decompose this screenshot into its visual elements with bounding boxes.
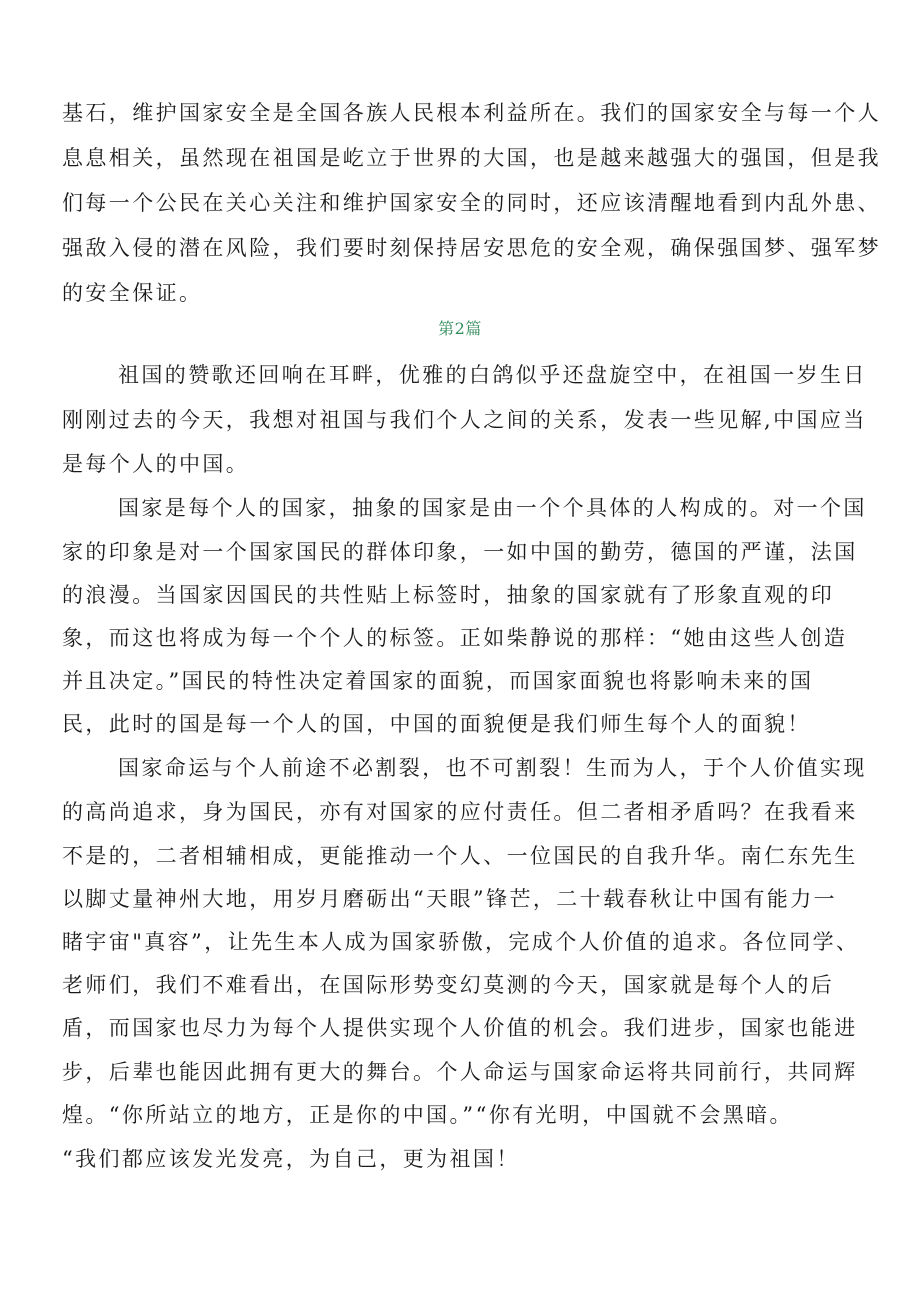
text-line: 强敌入侵的潜在风险，我们要时刻保持居安思危的安全观，确保强国梦、强军梦: [62, 236, 881, 260]
text-line: 象，而这也将成为每一个个人的标签。正如柴静说的那样：“她由这些人创造: [62, 626, 848, 650]
text-line: 睹宇宙"真容”，让先生本人成为国家骄傲，完成个人价值的追求。各位同学、: [62, 930, 860, 954]
paragraph-first-line: 祖国的赞歌还回响在耳畔，优雅的白鸽似乎还盘旋空中，在祖国一岁生日: [118, 363, 867, 387]
text-line: 基石，维护国家安全是全国各族人民根本利益所在。我们的国家安全与每一个人: [62, 101, 881, 125]
text-line: 的安全保证。: [62, 281, 203, 305]
text-line: 老师们，我们不难看出，在国际形势变幻莫测的今天，国家就是每个人的后: [62, 973, 835, 997]
text-line: 家的印象是对一个国家国民的群体印象，一如中国的勤劳，德国的严谨，法国: [62, 540, 858, 564]
text-line: 步，后辈也能因此拥有更大的舞台。个人命运与国家命运将共同前行，共同辉: [62, 1060, 858, 1084]
text-line: 刚刚过去的今天，我想对祖国与我们个人之间的关系，发表一些见解,中国应当: [62, 408, 867, 432]
text-line: “我们都应该发光发亮，为自己，更为祖国！: [62, 1147, 520, 1171]
text-line: 息息相关，虽然现在祖国是屹立于世界的大国，也是越来越强大的强国，但是我: [62, 146, 881, 170]
text-line: 的高尚追求，身为国民，亦有对国家的应付责任。但二者相矛盾吗？在我看来: [62, 800, 858, 824]
text-line: 是每个人的中国。: [62, 452, 250, 476]
text-line: 并且决定。”国民的特性决定着国家的面貌，而国家面貌也将影响未来的国: [62, 669, 814, 693]
text-line: 们每一个公民在关心关注和维护国家安全的同时，还应该清醒地看到内乱外患、: [62, 191, 881, 215]
paragraph-first-line: 国家是每个人的国家，抽象的国家是由一个个具体的人构成的。对一个国: [118, 496, 867, 520]
text-line: 以脚丈量神州大地，用岁月磨砺出“天眼”锋芒，二十载春秋让中国有能力一: [62, 887, 838, 911]
paragraph-first-line: 国家命运与个人前途不必割裂，也不可割裂！生而为人，于个人价值实现: [118, 756, 867, 780]
section-heading: 第2篇: [438, 319, 482, 338]
text-line: 煌。“你所站立的地方，正是你的中国。”“你有光明，中国就不会黑暗。: [62, 1103, 793, 1127]
text-line: 的浪漫。当国家因国民的共性贴上标签时，抽象的国家就有了形象直观的印: [62, 583, 835, 607]
text-line: 不是的，二者相辅相成，更能推动一个人、一位国民的自我升华。南仁东先生: [62, 844, 858, 868]
text-line: 盾，而国家也尽力为每个人提供实现个人价值的机会。我们进步，国家也能进: [62, 1016, 858, 1040]
text-line: 民，此时的国是每一个人的国，中国的面貌便是我们师生每个人的面貌！: [62, 712, 811, 736]
